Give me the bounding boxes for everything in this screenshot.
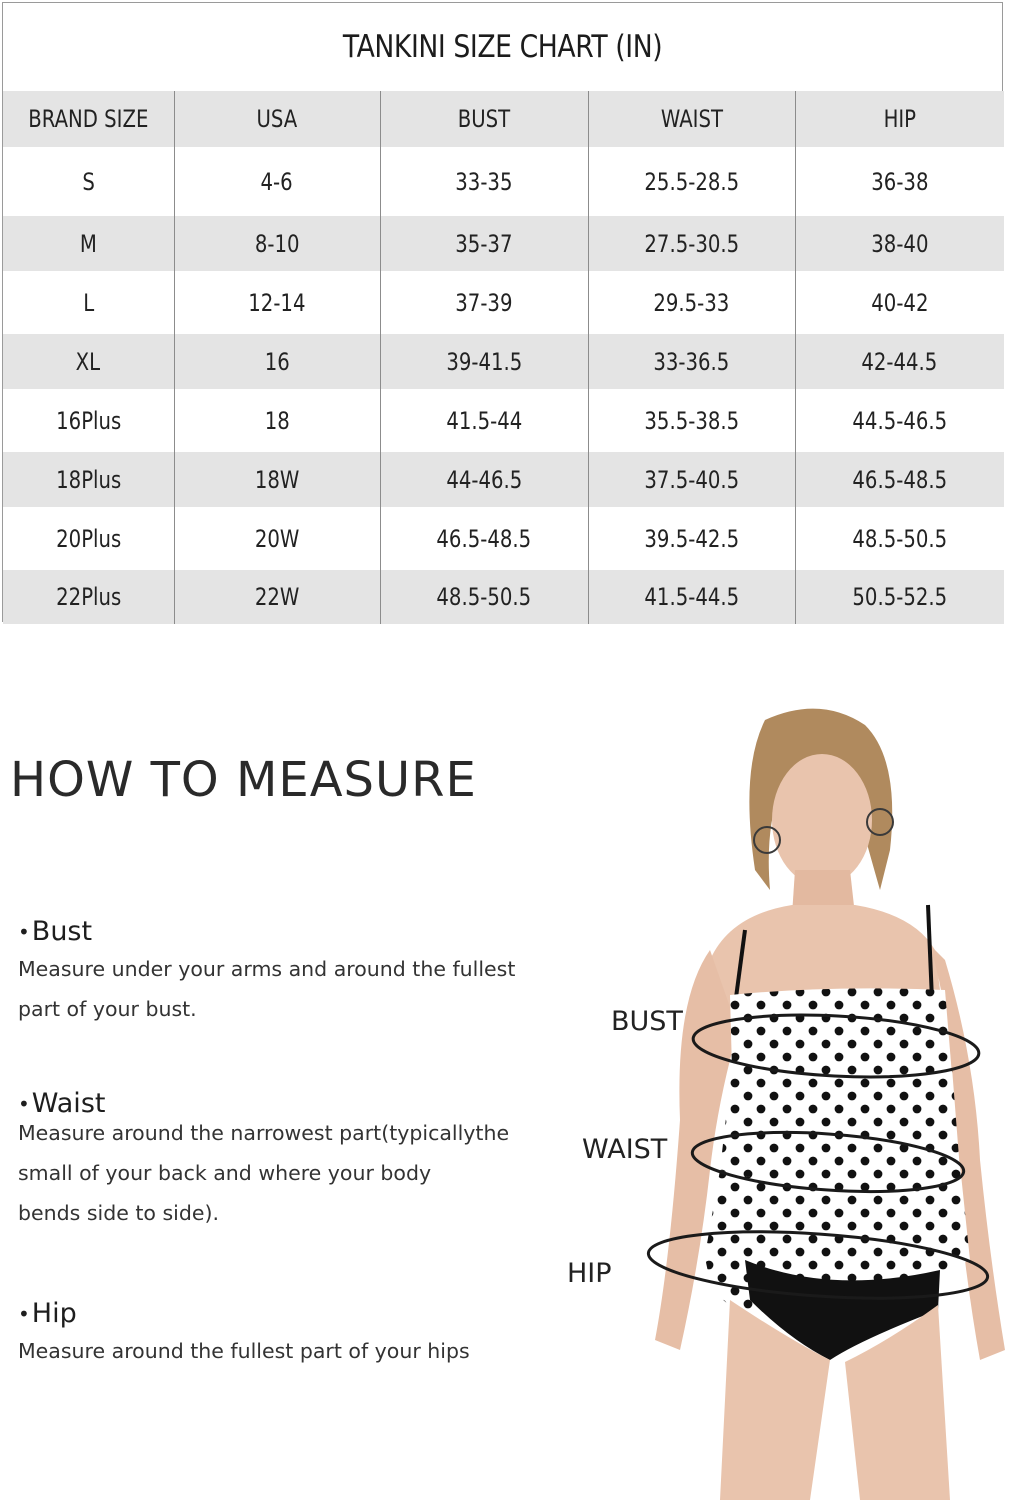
cell-hip: 44.5-46.5 bbox=[795, 389, 1004, 452]
measure-heading-label: Hip bbox=[31, 1298, 77, 1329]
how-to-measure-title: HOW TO MEASURE bbox=[10, 752, 477, 808]
cell-usa: 20W bbox=[174, 507, 380, 570]
model-illustration bbox=[560, 700, 1024, 1500]
chart-title: TANKINI SIZE CHART (IN) bbox=[342, 29, 663, 65]
cell-bust: 35-37 bbox=[380, 216, 588, 271]
hip-label: HIP bbox=[567, 1258, 612, 1289]
table-row bbox=[3, 334, 1004, 389]
cell-brand-size: XL bbox=[76, 347, 101, 376]
cell-brand-size: S bbox=[81, 167, 95, 196]
cell-waist: 41.5-44.5 bbox=[588, 570, 795, 624]
measure-description-line: Measure under your arms and around the fullest bbox=[18, 957, 516, 981]
cell-brand-size: 16Plus bbox=[55, 406, 121, 435]
cell-waist: 27.5-30.5 bbox=[588, 216, 795, 271]
measure-heading-label: Bust bbox=[31, 916, 93, 947]
cell-waist: 35.5-38.5 bbox=[588, 389, 795, 452]
cell-hip: 50.5-52.5 bbox=[795, 570, 1004, 624]
bullet-icon: • bbox=[18, 1091, 30, 1116]
tankini-tier-2 bbox=[720, 1065, 960, 1185]
model-figure bbox=[560, 700, 1024, 1500]
measure-description-line: part of your bust. bbox=[18, 997, 197, 1021]
measure-item-waist bbox=[18, 1088, 538, 1233]
measure-description bbox=[18, 1113, 538, 1233]
header-brand-size: BRAND SIZE bbox=[28, 105, 149, 133]
cell-brand-size: M bbox=[79, 229, 97, 258]
table-header-row bbox=[3, 91, 1004, 147]
header-bust: BUST bbox=[380, 91, 588, 147]
cell-bust: 37-39 bbox=[380, 271, 588, 334]
table-row bbox=[3, 570, 1004, 624]
cell-bust: 33-35 bbox=[380, 147, 588, 216]
cell-bust: 44-46.5 bbox=[380, 452, 588, 507]
cell-brand-size: 22Plus bbox=[55, 583, 121, 611]
bullet-icon: • bbox=[18, 919, 30, 944]
cell-usa: 12-14 bbox=[174, 271, 380, 334]
measure-heading bbox=[18, 1298, 538, 1329]
measure-description-line: bends side to side). bbox=[18, 1201, 219, 1225]
size-table bbox=[3, 91, 1004, 624]
cell-usa: 22W bbox=[174, 570, 380, 624]
waist-label: WAIST bbox=[582, 1134, 668, 1165]
cell-waist: 25.5-28.5 bbox=[588, 147, 795, 216]
cell-usa: 16 bbox=[174, 334, 380, 389]
cell-brand-size: 18Plus bbox=[55, 465, 121, 494]
measure-description-line: Measure around the fullest part of your hips bbox=[18, 1339, 470, 1363]
measure-description-line: Measure around the narrowest part(typicallythe bbox=[18, 1121, 510, 1145]
cell-usa: 8-10 bbox=[174, 216, 380, 271]
cell-bust: 48.5-50.5 bbox=[380, 570, 588, 624]
cell-waist: 37.5-40.5 bbox=[588, 452, 795, 507]
measure-item-hip bbox=[18, 1298, 538, 1371]
measure-description bbox=[18, 949, 538, 1029]
cell-brand-size: 20Plus bbox=[55, 524, 121, 553]
cell-usa: 18 bbox=[174, 389, 380, 452]
bust-label: BUST bbox=[611, 1006, 683, 1037]
header-hip: HIP bbox=[795, 91, 1004, 147]
measure-heading-label: Waist bbox=[31, 1088, 106, 1119]
cell-usa: 4-6 bbox=[174, 147, 380, 216]
header-usa: USA bbox=[174, 91, 380, 147]
face-shape bbox=[772, 754, 872, 886]
cell-bust: 46.5-48.5 bbox=[380, 507, 588, 570]
measure-description-line: small of your back and where your body bbox=[18, 1161, 432, 1185]
cell-waist: 39.5-42.5 bbox=[588, 507, 795, 570]
size-chart bbox=[2, 2, 1003, 622]
table-row bbox=[3, 452, 1004, 507]
cell-brand-size: L bbox=[82, 288, 94, 317]
header-waist: WAIST bbox=[588, 91, 795, 147]
measure-item-bust bbox=[18, 916, 538, 1029]
bullet-icon: • bbox=[18, 1301, 30, 1326]
table-row bbox=[3, 147, 1004, 216]
measure-heading bbox=[18, 916, 538, 947]
table-row bbox=[3, 389, 1004, 452]
cell-hip: 38-40 bbox=[795, 216, 1004, 271]
cell-usa: 18W bbox=[174, 452, 380, 507]
table-row bbox=[3, 271, 1004, 334]
cell-hip: 40-42 bbox=[795, 271, 1004, 334]
cell-hip: 42-44.5 bbox=[795, 334, 1004, 389]
measure-description bbox=[18, 1331, 538, 1371]
cell-bust: 41.5-44 bbox=[380, 389, 588, 452]
table-row bbox=[3, 216, 1004, 271]
table-row bbox=[3, 507, 1004, 570]
cell-waist: 29.5-33 bbox=[588, 271, 795, 334]
cell-hip: 48.5-50.5 bbox=[795, 507, 1004, 570]
cell-hip: 36-38 bbox=[795, 147, 1004, 216]
cell-waist: 33-36.5 bbox=[588, 334, 795, 389]
cell-hip: 46.5-48.5 bbox=[795, 452, 1004, 507]
cell-bust: 39-41.5 bbox=[380, 334, 588, 389]
